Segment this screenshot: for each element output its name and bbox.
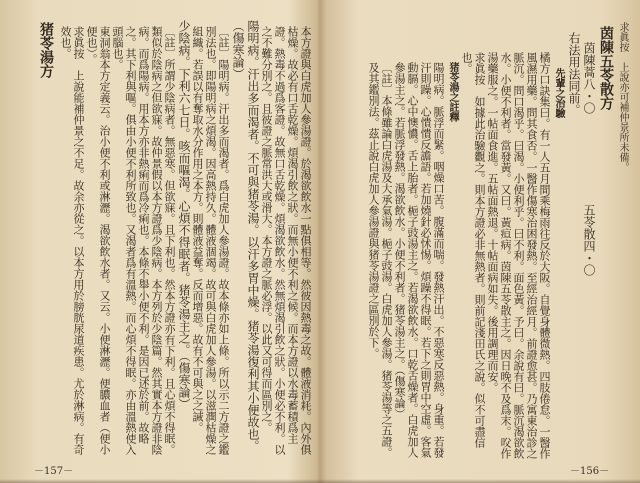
method: 右法用法同前。	[567, 32, 581, 116]
formula-title: 茵陳五苓散方	[598, 26, 614, 110]
formula-title: 猪苓湯方	[38, 22, 54, 78]
clause-text: 陽明病。脈浮而緊。咽燥口苦。腹滿而喘。發熱汗出。不惡寒反惡熱。身重。若發汗則躁。心憒憒反譫語。若加燒針必怵惕。煩躁不得眠。若下之則胃中空虛。客氣動膈。心中懊憹。舌上胎者。梔子豉湯主之。若渴欲飲水。口乾舌燥者。白虎加人參湯主之。若脈浮發熱。渴欲飲水。小便不利者。猪苓湯主之。（傷寒論）	[393, 62, 445, 458]
clause-heading: 陽明病。汗出多而渴者。不可與猪苓湯。以汗多胃中燥。猪苓湯復利其小便故也。（傷寒論）	[231, 20, 260, 452]
section-heading: 先輩之治驗	[553, 68, 564, 118]
section-heading: 猪苓湯之註釋	[447, 62, 458, 122]
right-page	[320, 0, 640, 483]
annotation: 〔註〕所謂少陰病者。無惡寒。但欲寐。且下利也。然本方證亦有下利。且心煩不得眠。類似於陰病之但欲寐。故仲景假以本方證爲少陰病。本方列於少陰篇。然其實本方證非陰病。而爲陽病。用本方亦非熱痢而爲冷痢也。本條不舉小便不利。是因已述於前。故略之。其下利與嘔。俱由小便不利所致也。又渴者爲有溫熱。而心煩不得眠。亦由溫熱使入頭腦也。	[111, 26, 176, 455]
page-number: －156－	[570, 466, 610, 477]
comment: 求眞按 如據此治驗觀之。則本方證必非無熱者。則前記淺田氏之說。似不可盡信也。	[460, 52, 486, 448]
definition: 東洞翁本方定義云。治小便不利或淋瀝。渴欲飲水者。又云。小便淋瀝。便膿血者（便小便也）。	[85, 26, 111, 455]
annotation: 〔註〕陽明病。汗出多而渴者。爲白虎加人參湯證。故本條亦如上條。所以示二方證之鑑別法也。即陽明病之煩渴。因高熱持久。體液涸竭。故可與白虎加人參湯。以滋潤枯燥之組織。若誤以有奪取水分作用之本方。則體液益奪。反而增惡。故有不可與之之誡。	[191, 26, 230, 455]
ingredients	[581, 18, 596, 464]
paragraph: 本方證與白虎加人參湯證。於渴欲飲水一點俱相等。然彼因熱毒之故。體液消耗。內外俱枯燥。故必有口舌乾燥。煩渴引飲之狀。而無小便不利之候。而本方證以水毒蓄積爲主證。熱毒不過爲客證。故無口舌乾燥。煩渴欲飲水。然無煩渴引飲之狀。小便必不利。以之不難分別之。且彼證之脈常洪大或滑大。本方證之脈必浮。以此又可得而區別之。	[260, 26, 312, 455]
ingredient: 五苓散四・〇	[582, 204, 596, 276]
annotation: 〔註〕本條雖論白虎湯及大承氣湯。梔子豉湯。白虎加人參湯。猪苓湯等之五證。及其鑑別法。茲止說白虎加人參湯證與猪苓湯證之區別於下。	[367, 62, 393, 458]
right-page-text	[367, 18, 630, 464]
left-page-text	[36, 18, 312, 462]
top-note: 求眞按 上說亦可補仲景所未備。	[617, 22, 628, 172]
ingredient: 茵陳蒿八・〇	[582, 42, 596, 114]
comment: 求眞按 上說能補仲景之不足。故余亦從之。以本方用於膀胱尿道疾患。尤於淋病。有奇效也。	[59, 26, 85, 455]
clause-heading: 少陰病。下利六七日。咳而嘔渴。心煩不得眠者。猪苓湯主之。（傷寒論）	[177, 20, 191, 410]
case-text: 橘方口訣集曰。有一人五月間乘梅雨往反於大阪。自覺身體微熱。四肢倦怠。一醫作風濕用藥。問其食否。一醫作傷寒治困發熱。至經治經月。前證愈甚。乃寓東治診之脈沉。問口渴乎。曰渴。小便利乎。曰不利。面色黃。予曰。余說有曰。脈沉渴欲飲水。小便不利者。當發黃。又曰。黃疸病。茵陳五苓散主之。因日晚不及爲末。㕮作湯藥服之。一帖面食進。五帖面熱退。十帖面病如失。後用調理而安。	[486, 52, 551, 459]
page-number: －157－	[34, 466, 74, 477]
